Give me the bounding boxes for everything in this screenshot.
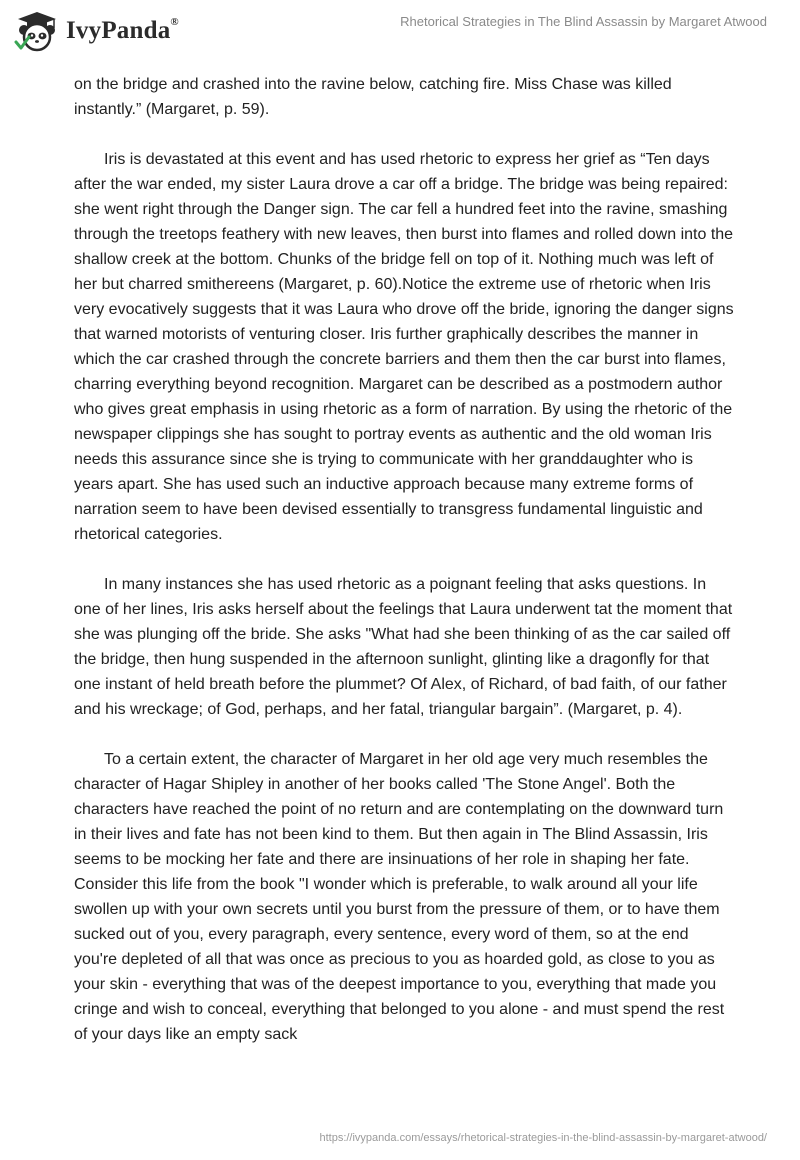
source-url[interactable]: https://ivypanda.com/essays/rhetorical-strategies-in-the-blind-assassin-by-margaret-atwood/ <box>319 1132 767 1144</box>
paragraph: on the bridge and crashed into the ravine below, catching fire. Miss Chase was killed instantly.” (Margaret, p. 59). <box>74 76 672 118</box>
document-title: Rhetorical Strategies in The Blind Assassin by Margaret Atwood <box>400 14 767 29</box>
logo[interactable] <box>14 10 179 52</box>
logo-wordmark: IvyPanda® <box>66 15 179 44</box>
paragraph: In many instances she has used rhetoric as a poignant feeling that asks questions. In one of her lines, Iris asks herself about the feelings that Laura underwent tat the moment that she was plunging off the bride. She asks "What had she been thinking of as the car sailed off the bridge, then hung suspended in the afternoon sunlight, glinting like a dragonfly for that one instant of held breath before the plummet? Of Alex, of Richard, of bad faith, of our father and his wreckage; of God, perhaps, and her fatal, triangular bargain”. (Margaret, p. 4). <box>74 576 733 718</box>
page-header <box>0 0 800 64</box>
paragraph: Iris is devastated at this event and has used rhetoric to express her grief as “Ten days after the war ended, my sister Laura drove a car off a bridge. The bridge was being repaired: she went right through the Danger sign. The car fell a hundred feet into the ravine, smashing through the treetops feathery with new leaves, then burst into flames and rolled down into the shallow creek at the bottom. Chunks of the bridge fell on top of it. Nothing much was left of her but charred smithereens (Margaret, p. 60).Notice the extreme use of rhetoric when Iris very evocatively suggests that it was Laura who drove off the bride, ignoring the danger signs that warned motorists of venturing closer. Iris further graphically describes the manner in which the car crashed through the concrete barriers and them then the car burst into flames, charring everything beyond recognition. Margaret can be described as a postmodern author who gives great emphasis in using rhetoric as a form of narration. By using the rhetoric of the newspaper clippings she has sought to portray events as authentic and the old woman Iris needs this assurance since she is trying to communicate with her granddaughter who is years apart. She has used such an inductive approach because many extreme forms of narration seem to have been devised essentially to transgress fundamental linguistic and rhetorical categories. <box>74 151 734 543</box>
panda-logo-icon <box>14 10 60 52</box>
paragraph: To a certain extent, the character of Margaret in her old age very much resembles the character of Hagar Shipley in another of her books called 'The Stone Angel'. Both the characters have reached the point of no return and are contemplating on the downward turn in their lives and fate has not been kind to them. But then again in The Blind Assassin, Iris seems to be mocking her fate and there are insinuations of her role in shaping her fate. Consider this life from the book "I wonder which is preferable, to walk around all your life swollen up with your own secrets until you burst from the pressure of them, or to have them sucked out of you, every paragraph, every sentence, every word of them, so at the end you're depleted of all that was once as precious to you as hoarded gold, as close to you as your skin - everything that was of the deepest importance to you, everything that made you cringe and wish to conceal, everything that belonged to you alone - and must spend the rest of your days like an empty sack <box>74 751 725 1043</box>
essay-body <box>74 72 734 1072</box>
